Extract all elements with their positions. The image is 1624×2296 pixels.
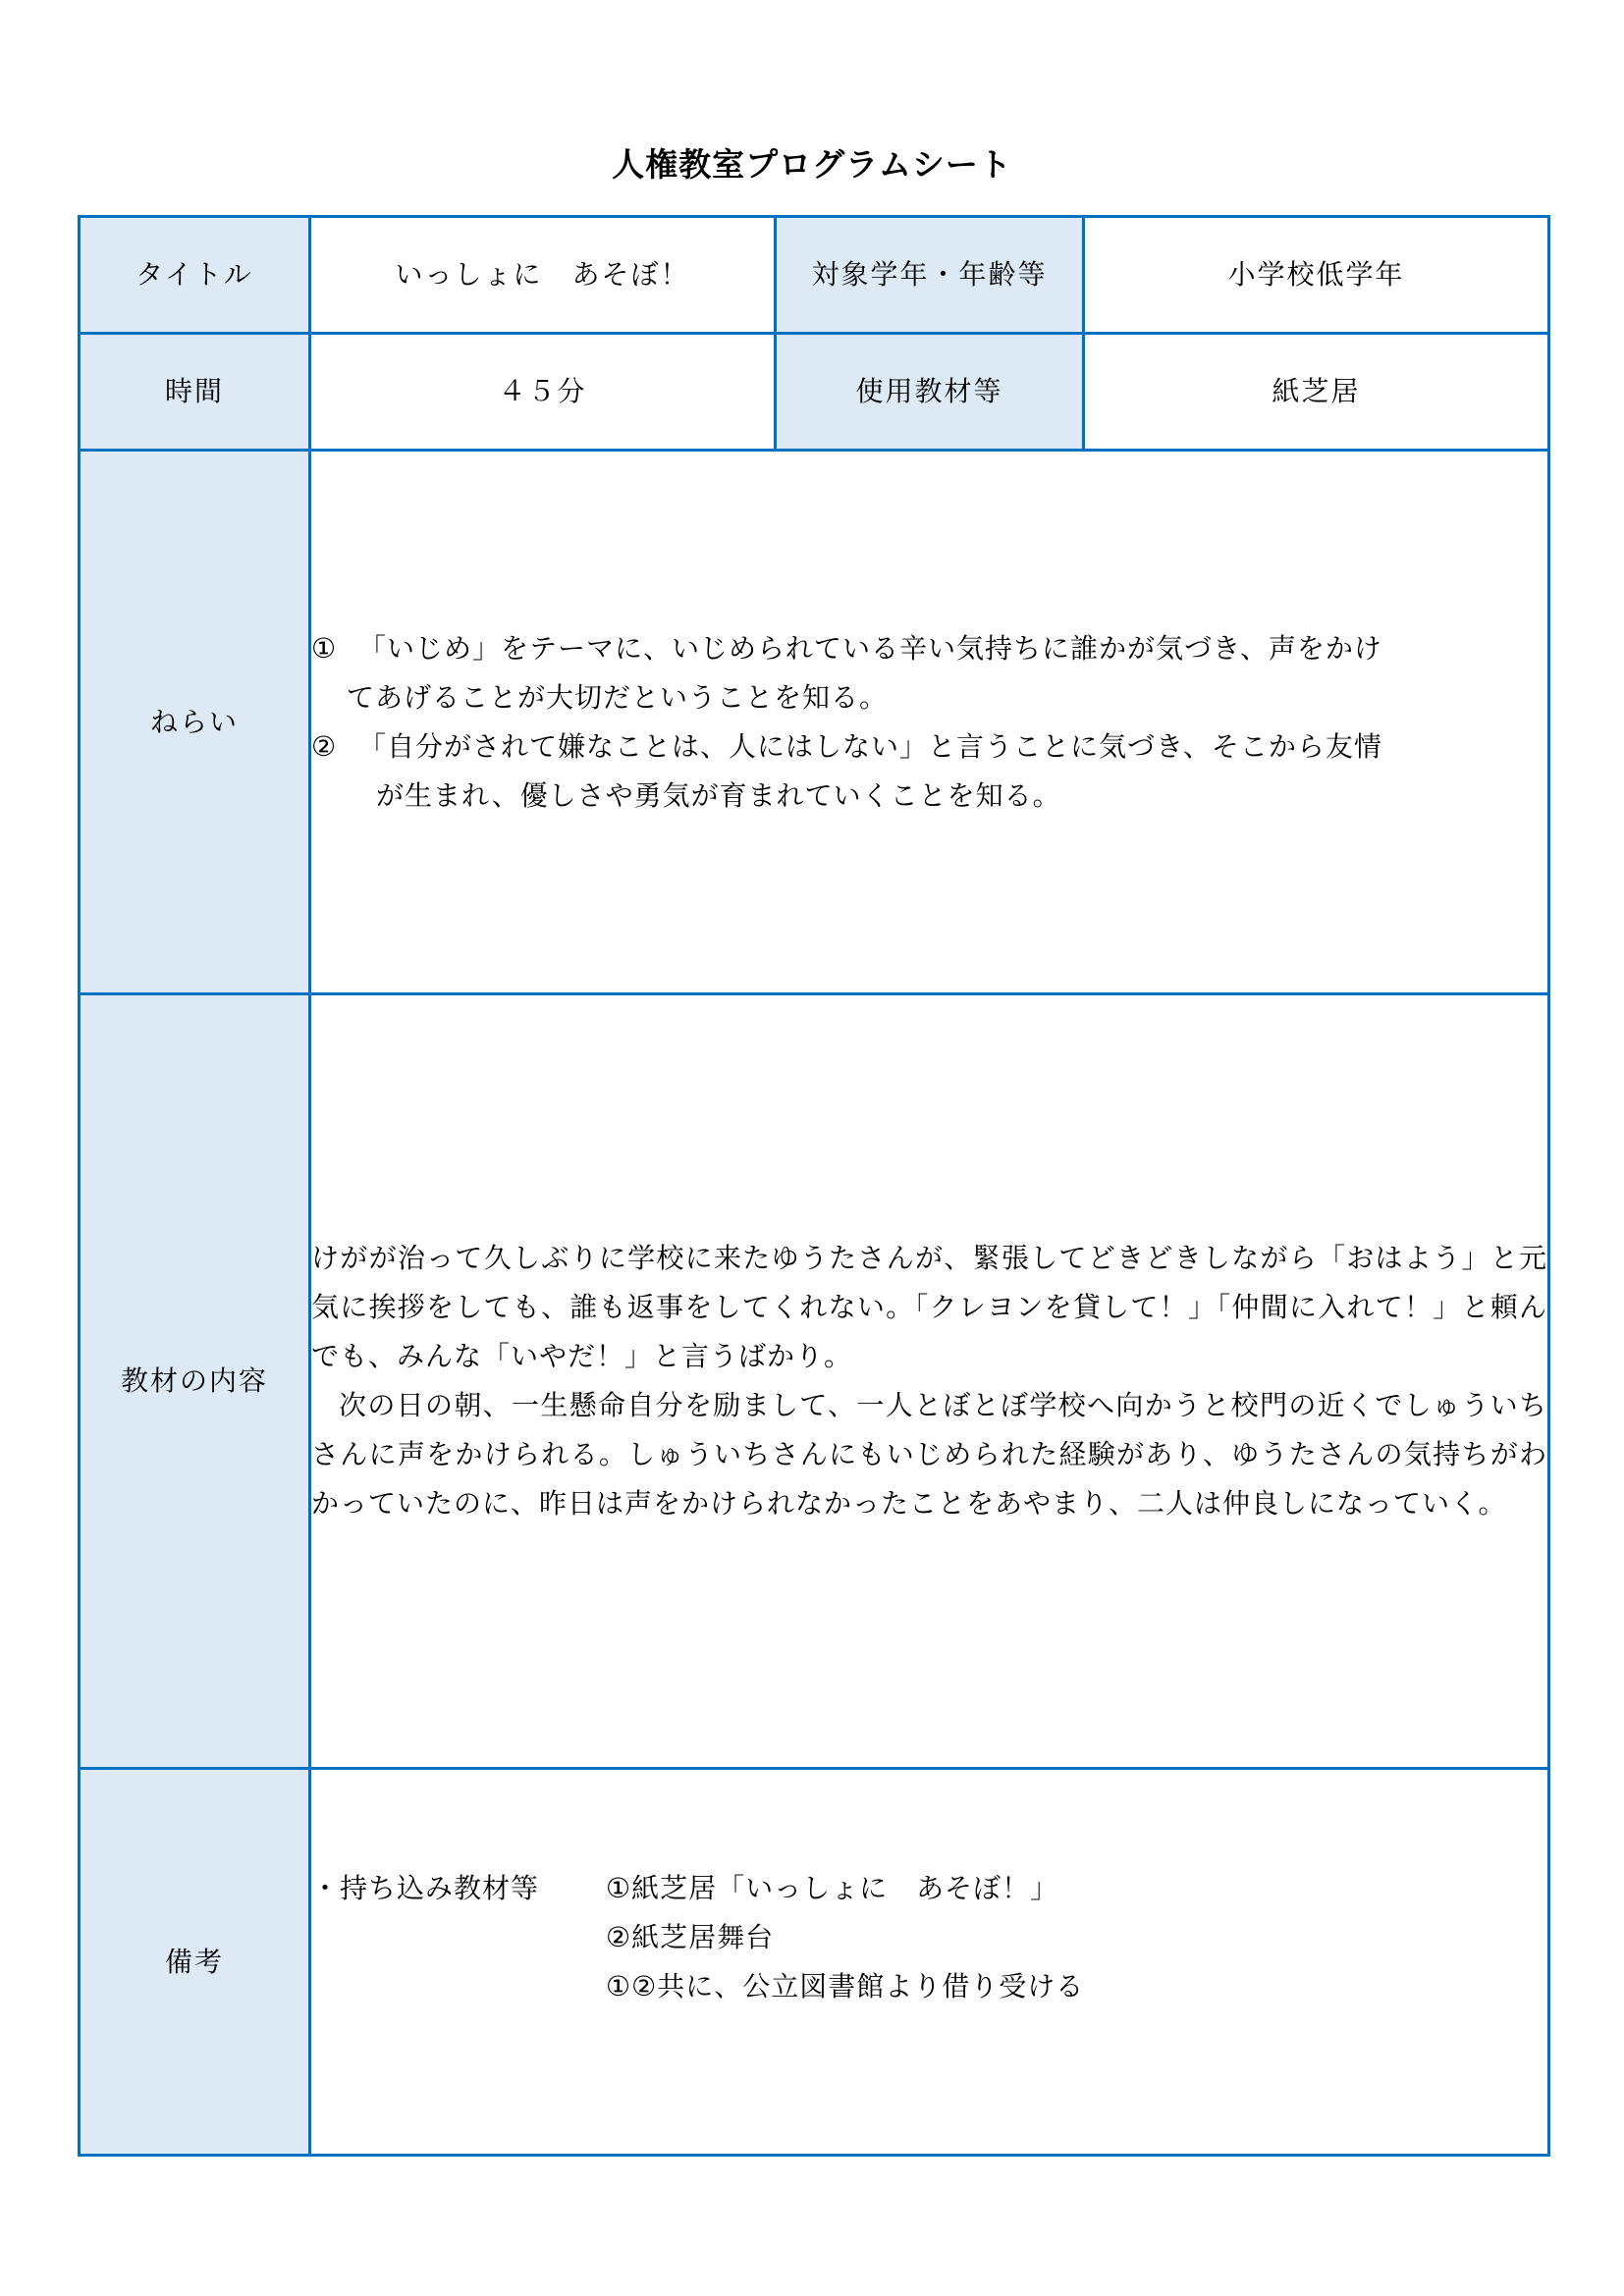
target-grade-value: 小学校低学年 xyxy=(1084,217,1549,334)
row-title xyxy=(80,217,1549,334)
content-body xyxy=(310,994,1549,1769)
row-content xyxy=(80,994,1549,1769)
content-paragraph-1: けがが治って久しぶりに学校に来たゆうたさんが、緊張してどきどきしながら「おはよう」と元気に挨拶をしても、誰も返事をしてくれない。「クレヨンを貸して！」「仲間に入れて！」と頼んでも、みんな「いやだ！」と言うばかり。 xyxy=(311,1242,1547,1372)
document-title: 人権教室プログラムシート xyxy=(612,145,1012,184)
aim-item-2 xyxy=(311,722,1547,821)
aim-text-2-line1: 「自分がされて嫌なことは、人にはしない」と言うことに気づき、そこから友情 xyxy=(358,729,1382,763)
aim-number-1: ① xyxy=(311,631,338,665)
remarks-line-1: ①紙芝居「いっしょに あそぼ！」 xyxy=(606,1871,1059,1904)
time-label: 時間 xyxy=(80,334,310,451)
aim-text-1-line1: 「いじめ」をテーマに、いじめられている辛い気持ちに誰かが気づき、声をかけ xyxy=(358,631,1382,665)
aims-label: ねらい xyxy=(80,451,310,994)
time-value: ４５分 xyxy=(310,334,776,451)
aim-text-2-line2: が生まれ、優しさや勇気が育まれていくことを知る。 xyxy=(376,778,1061,812)
materials-value: 紙芝居 xyxy=(1084,334,1549,451)
row-remarks xyxy=(80,1769,1549,2156)
remarks-key: ・持ち込み教材等 xyxy=(311,1871,540,1904)
remarks-line-2: ②紙芝居舞台 xyxy=(606,1920,775,1953)
row-aims xyxy=(80,451,1549,994)
content-paragraph-2: 次の日の朝、一生懸命自分を励まして、一人とぼとぼ学校へ向かうと校門の近くでしゅういちさんに声をかけられる。しゅういちさんにもいじめられた経験があり、ゆうたさんの気持ちがわかっていたのに、昨日は声をかけられなかったことをあやまり、二人は仲良しになっていく。 xyxy=(311,1389,1547,1520)
content-label: 教材の内容 xyxy=(80,994,310,1769)
aim-number-2: ② xyxy=(311,729,338,763)
aim-item-1 xyxy=(311,624,1547,722)
target-grade-label: 対象学年・年齢等 xyxy=(776,217,1084,334)
aims-content xyxy=(310,451,1549,994)
program-sheet-table xyxy=(78,215,1550,2157)
title-label: タイトル xyxy=(80,217,310,334)
remarks-label: 備考 xyxy=(80,1769,310,2156)
remarks-list xyxy=(606,1864,1547,2011)
row-time xyxy=(80,334,1549,451)
title-value: いっしょに あそぼ！ xyxy=(310,217,776,334)
aim-text-1-line2: てあげることが大切だということを知る。 xyxy=(347,680,889,714)
remarks-line-3: ①②共に、公立図書館より借り受ける xyxy=(606,1969,1085,2002)
remarks-content xyxy=(310,1769,1549,2156)
materials-label: 使用教材等 xyxy=(776,334,1084,451)
